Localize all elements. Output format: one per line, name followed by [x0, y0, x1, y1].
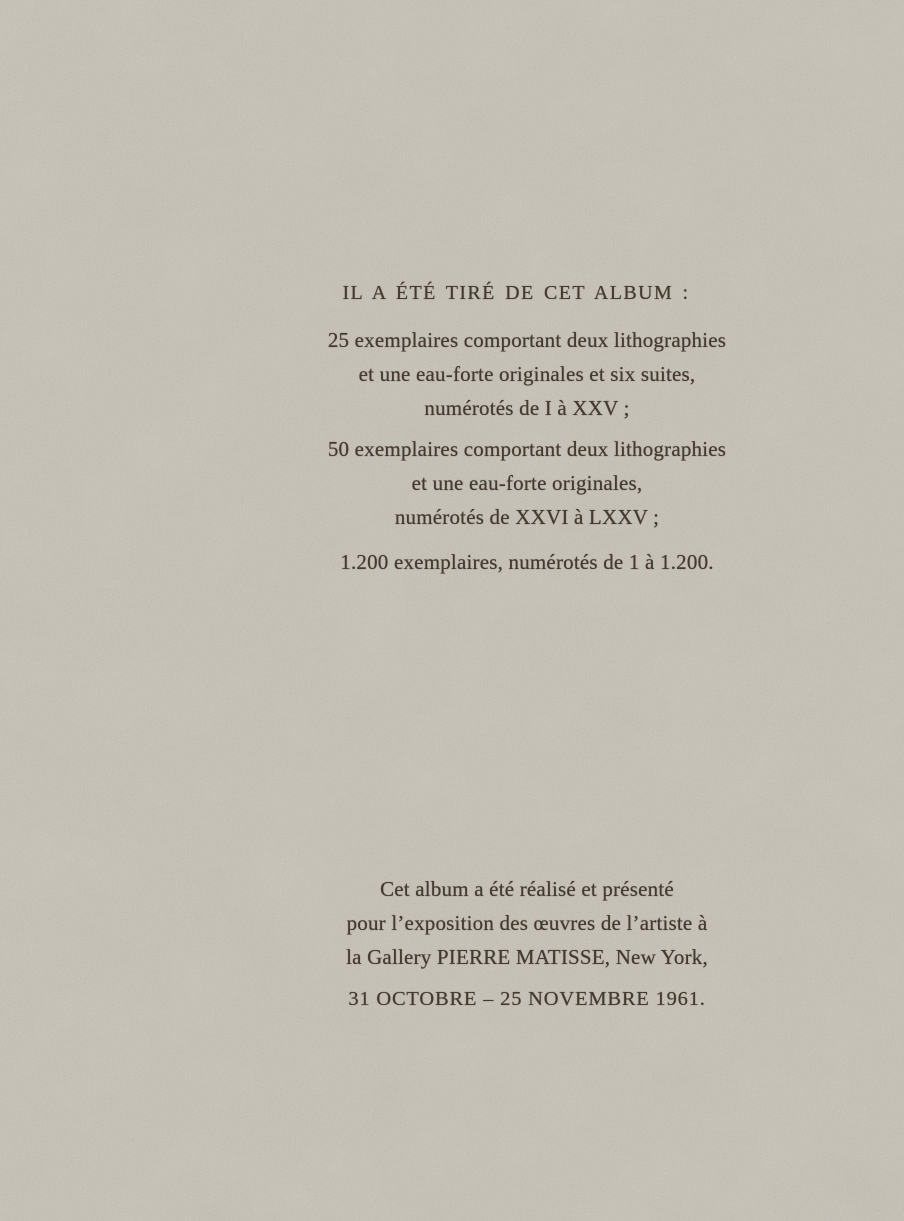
edition-paragraph-2 — [150, 432, 904, 534]
edition-line: numérotés de I à XXV ; — [424, 396, 630, 420]
edition-line: 25 exemplaires comportant deux lithographies — [327, 328, 727, 352]
exhibition-date-line: 31 OCTOBRE – 25 NOVEMBRE 1961. — [348, 988, 706, 1010]
edition-line: 50 exemplaires comportant deux lithographies — [327, 437, 727, 461]
edition-paragraph-1 — [150, 323, 904, 425]
colophon-paragraph — [150, 872, 904, 974]
colophon-line: pour l’exposition des œuvres de l’artiste à — [346, 911, 708, 935]
edition-paragraph-3 — [150, 545, 904, 579]
edition-line: et une eau-forte originales et six suites, — [358, 362, 696, 386]
edition-line: et une eau-forte originales, — [411, 471, 643, 495]
edition-line: numérotés de XXVI à LXXV ; — [394, 505, 660, 529]
edition-line: 1.200 exemplaires, numérotés de 1 à 1.200. — [340, 550, 714, 574]
colophon-line: la Gallery PIERRE MATISSE, New York, — [346, 945, 708, 969]
colophon-line: Cet album a été réalisé et présenté — [380, 877, 674, 901]
page-title: IL A ÉTÉ TIRÉ DE CET ALBUM : — [342, 282, 690, 304]
